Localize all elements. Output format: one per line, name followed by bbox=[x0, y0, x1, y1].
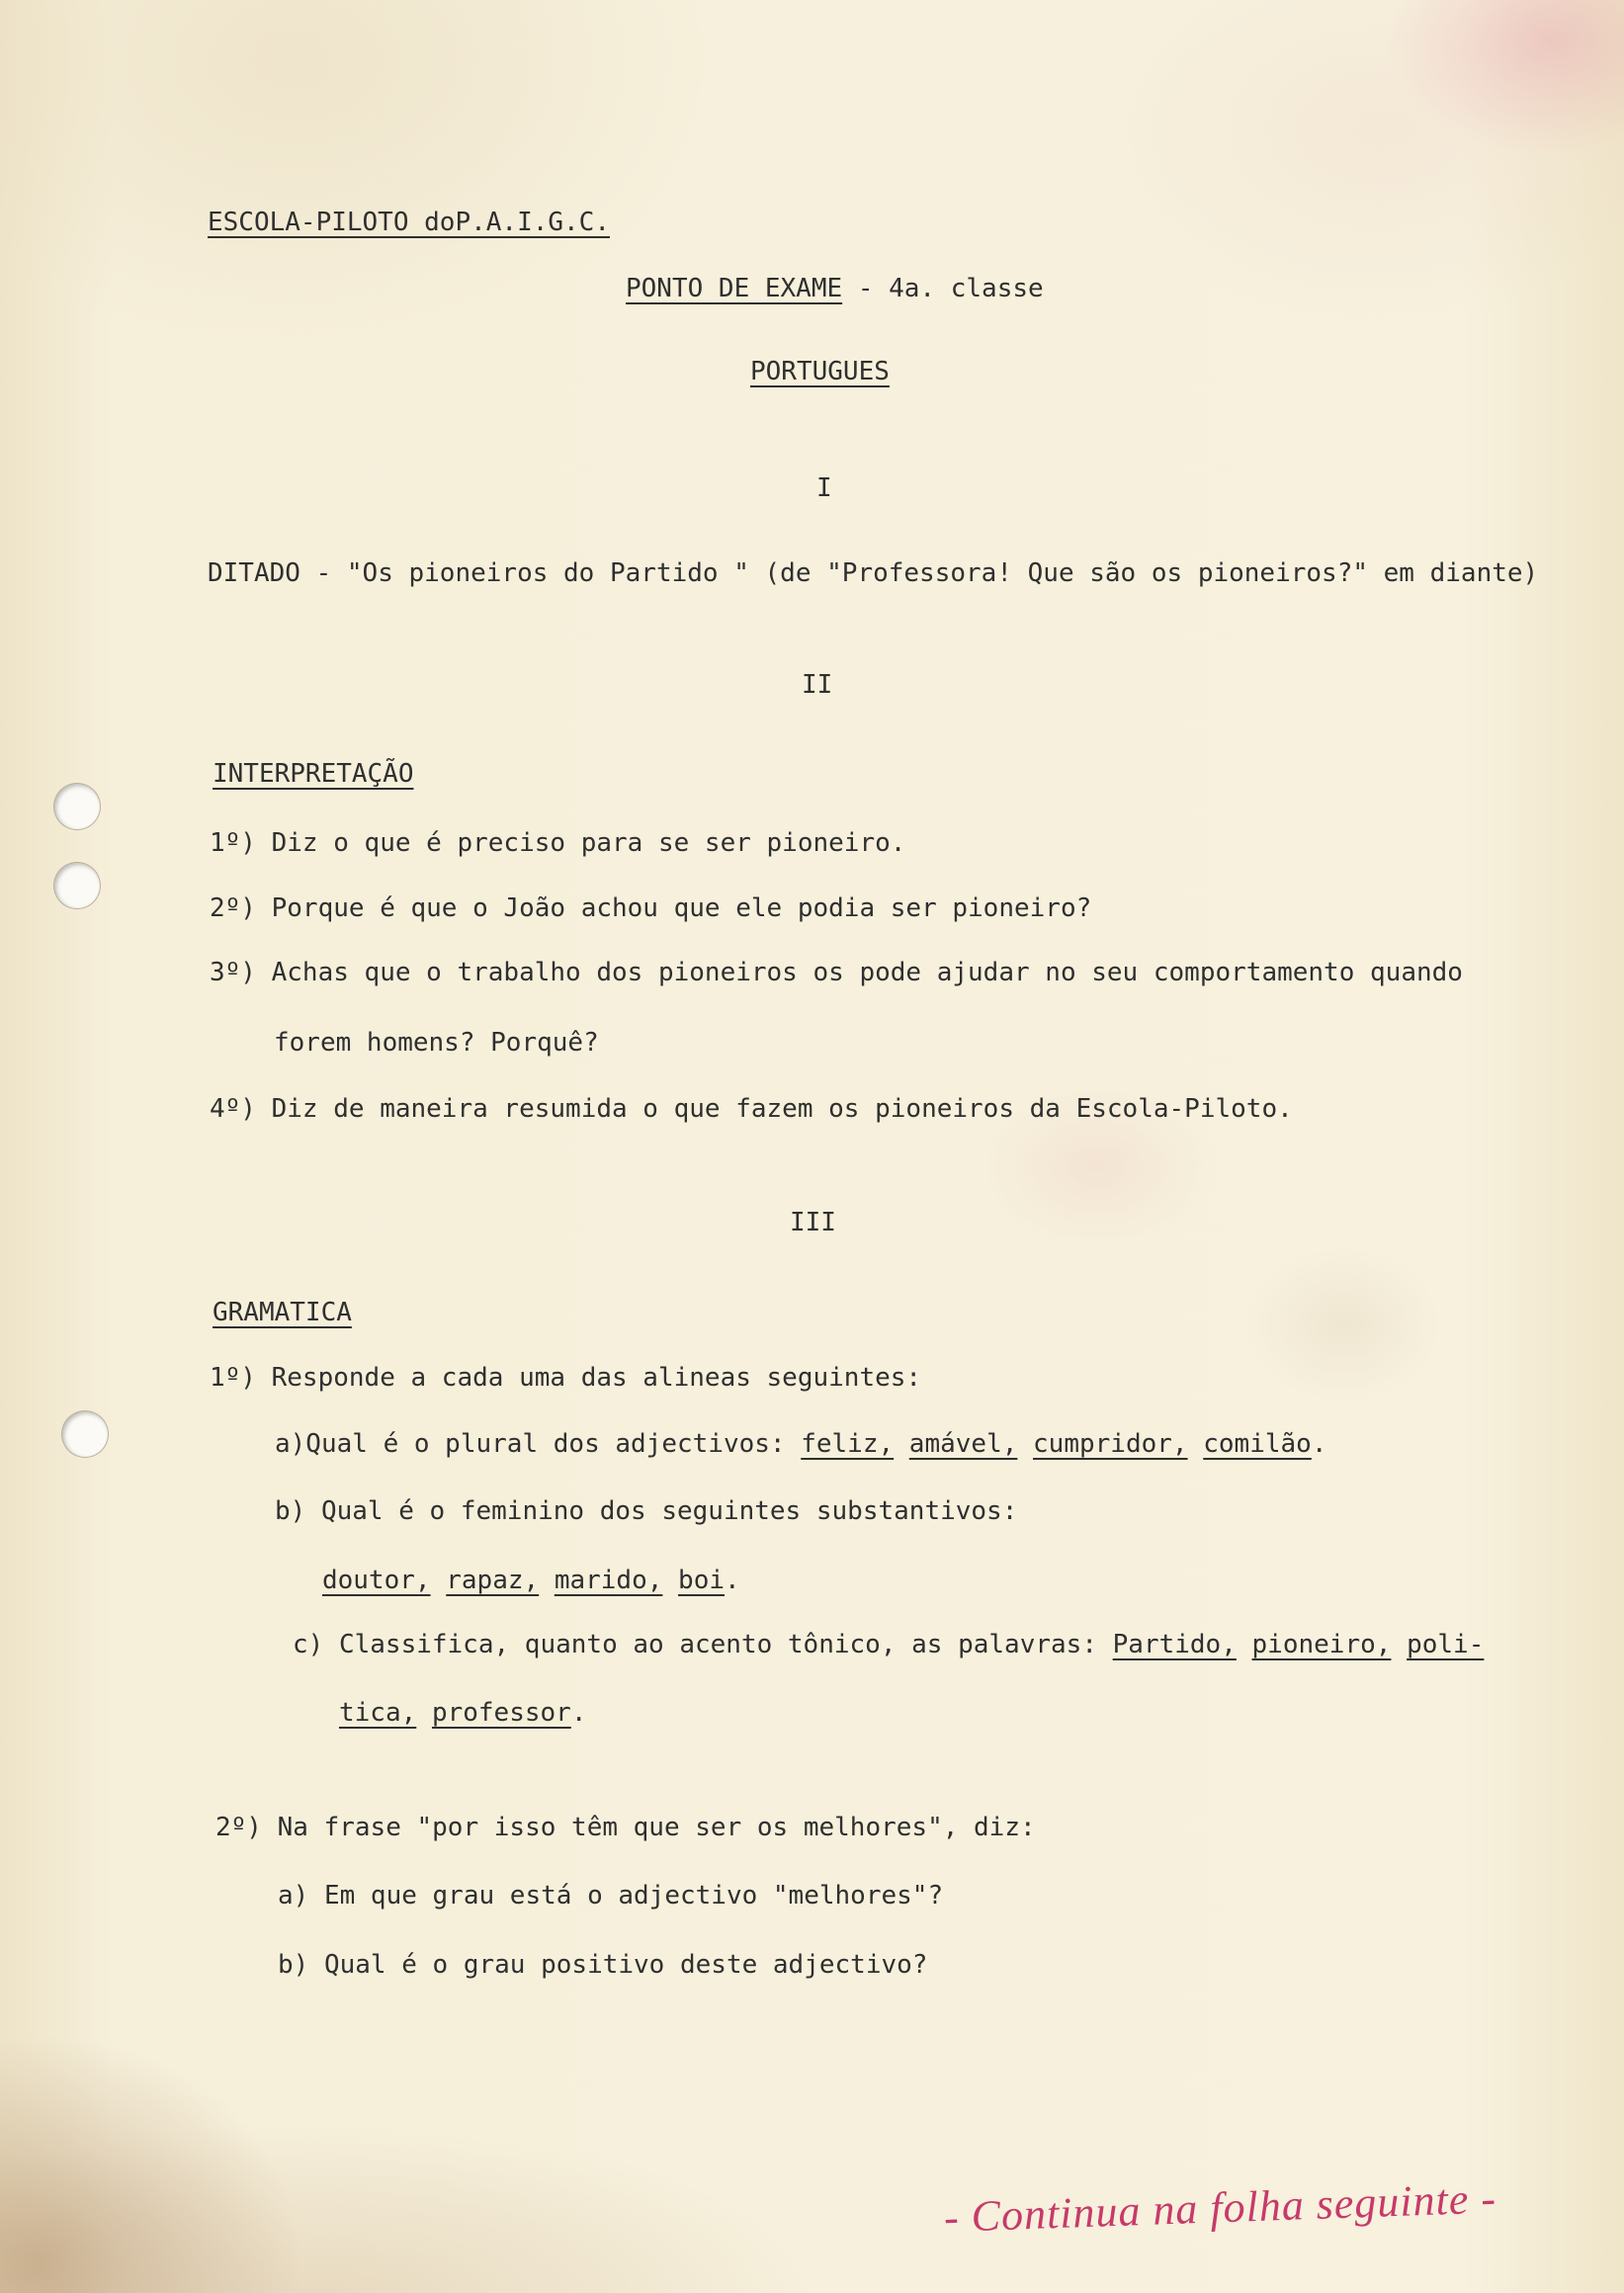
grammar-item-c-continuation bbox=[339, 1697, 586, 1729]
question-text: Diz o que é preciso para se ser pioneiro. bbox=[271, 828, 906, 858]
question-text: Achas que o trabalho dos pioneiros os pode ajudar no seu comportamento quando bbox=[271, 958, 1463, 987]
underlined-word: doutor, bbox=[322, 1566, 431, 1595]
school-name: ESCOLA-PILOTO doP.A.I.G.C. bbox=[208, 208, 610, 237]
item-end: . bbox=[725, 1566, 740, 1595]
interpretation-question-3-continuation: forem homens? Porquê? bbox=[274, 1028, 599, 1058]
grammar-question-2-item-a: a) Em que grau está o adjectivo "melhores"? bbox=[278, 1881, 944, 1911]
question-number: 2º) bbox=[215, 1813, 262, 1842]
interpretation-question-2 bbox=[210, 892, 1091, 924]
question-number: 1º) bbox=[210, 828, 256, 858]
handwritten-continuation-note: - Continua na folha seguinte - bbox=[943, 2173, 1497, 2242]
question-text: Diz de maneira resumida o que fazem os pioneiros da Escola-Piloto. bbox=[271, 1094, 1293, 1124]
grammar-item-c bbox=[293, 1629, 1484, 1660]
punch-hole bbox=[54, 863, 100, 908]
grammar-heading: GRAMATICA bbox=[213, 1298, 352, 1327]
grammar-item-b: b) Qual é o feminino dos seguintes substantivos: bbox=[275, 1496, 1018, 1526]
underlined-word: boi bbox=[678, 1566, 726, 1595]
question-number: 3º) bbox=[210, 958, 256, 987]
grammar-question-2-item-b: b) Qual é o grau positivo deste adjectivo? bbox=[278, 1950, 928, 1980]
grammar-item-a bbox=[275, 1428, 1326, 1460]
grammar-item-b-words bbox=[322, 1565, 740, 1596]
punch-hole bbox=[54, 784, 100, 829]
item-label: a)Qual é o plural dos adjectivos: bbox=[275, 1429, 786, 1459]
dictation-text: - "Os pioneiros do Partido " (de "Professora! Que são os pioneiros?" em diante) bbox=[315, 558, 1539, 588]
interpretation-question-3 bbox=[210, 957, 1463, 988]
underlined-word: marido, bbox=[554, 1566, 663, 1595]
underlined-word: professor bbox=[431, 1698, 571, 1728]
exam-grade: - 4a. classe bbox=[857, 274, 1044, 303]
underlined-word: comilão bbox=[1203, 1429, 1312, 1459]
question-number: 1º) bbox=[210, 1363, 256, 1393]
grammar-question-1 bbox=[210, 1362, 921, 1394]
underlined-word: tica, bbox=[339, 1698, 417, 1728]
dictation-label: DITADO bbox=[208, 558, 300, 588]
section-numeral-iii: III bbox=[790, 1208, 836, 1237]
section-numeral-i: I bbox=[816, 473, 832, 503]
subject-title: PORTUGUES bbox=[750, 357, 890, 386]
interpretation-question-4 bbox=[210, 1093, 1293, 1125]
item-end: . bbox=[1311, 1429, 1327, 1459]
exam-title: PONTO DE EXAME bbox=[626, 274, 843, 303]
underlined-word: feliz, bbox=[801, 1429, 895, 1459]
underlined-word: poli- bbox=[1407, 1630, 1485, 1659]
underlined-word: rapaz, bbox=[446, 1566, 540, 1595]
item-label: c) Classifica, quanto ao acento tônico, as palavras: bbox=[293, 1630, 1097, 1659]
section-numeral-ii: II bbox=[802, 670, 833, 700]
underlined-word: pioneiro, bbox=[1251, 1630, 1392, 1659]
underlined-word: cumpridor, bbox=[1033, 1429, 1188, 1459]
punch-hole bbox=[62, 1411, 108, 1457]
question-number: 2º) bbox=[210, 893, 256, 923]
interpretation-heading: INTERPRETAÇÃO bbox=[213, 759, 414, 789]
interpretation-question-1 bbox=[210, 827, 905, 859]
dictation-line bbox=[208, 557, 1538, 589]
underlined-word: Partido, bbox=[1112, 1630, 1237, 1659]
grammar-question-2 bbox=[215, 1812, 1036, 1843]
question-number: 4º) bbox=[210, 1094, 256, 1124]
exam-title-line bbox=[626, 273, 1044, 304]
question-text: Porque é que o João achou que ele podia ser pioneiro? bbox=[271, 893, 1092, 923]
underlined-word: amável, bbox=[908, 1429, 1018, 1459]
question-text: Responde a cada uma das alineas seguintes: bbox=[271, 1363, 922, 1393]
item-end: . bbox=[570, 1698, 587, 1728]
question-text: Na frase "por isso têm que ser os melhores", diz: bbox=[277, 1813, 1036, 1842]
